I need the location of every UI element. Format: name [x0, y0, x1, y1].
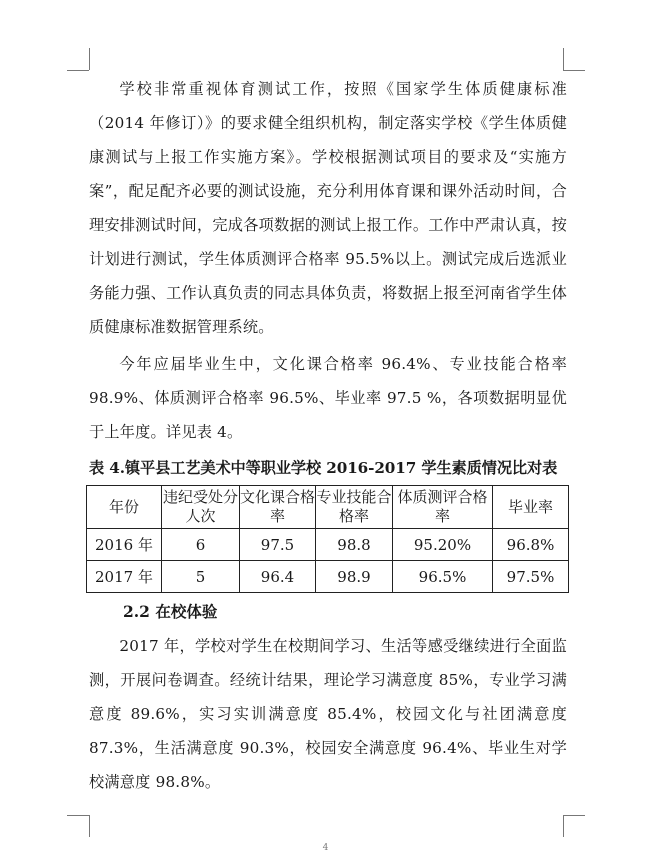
table-cell: 2016 年 — [87, 529, 162, 561]
table-cell: 5 — [162, 561, 240, 593]
table-cell: 6 — [162, 529, 240, 561]
table-row — [87, 561, 569, 593]
header-fitness-pass: 体质测评合格率 — [393, 486, 493, 529]
header-year: 年份 — [87, 486, 162, 529]
paragraph-graduate-stats: 今年应届毕业生中，文化课合格率 96.4%、专业技能合格率 98.9%、体质测评合格率 96.5%、毕业率 97.5 %，各项数据明显优于上年度。详见表 4。 — [89, 355, 567, 441]
table-cell: 96.5% — [393, 561, 493, 593]
student-quality-table — [86, 485, 569, 593]
paragraph-fitness-testing: 学校非常重视体育测试工作，按照《国家学生体质健康标准（2014 年修订）》的要求健全组织机构，制定落实学校《学生体质健康测试与上报工作实施方案》。学校根据测试项目的要求及“实施方案”，配足配齐必要的测试设施，充分利用体育课和课外活动时间，合理安排测试时间，完成各项数据的测试上报工作。工作中严肃认真，按计划进行测试，学生体质测评合格率 95.5%以上。测试完成后选派业务能力强、工作认真负责的同志具体负责，将数据上报至河南省学生体质健康标准数据管理系统。 — [89, 80, 567, 336]
header-graduation-rate: 毕业率 — [493, 486, 569, 529]
table-cell: 97.5% — [493, 561, 569, 593]
header-culture-pass: 文化课合格率 — [240, 486, 316, 529]
table-cell: 96.4 — [240, 561, 316, 593]
paragraph-school-experience: 2017 年，学校对学生在校期间学习、生活等感受继续进行全面监测，开展问卷调查。经统计结果，理论学习满意度 85%，专业学习满意度 89.6%，实习实训满意度 85.4%，校园文化与社团满意度 87.3%，生活满意度 90.3%，校园安全满意度 96.4%、毕业生对学校满意度 98.8%。 — [89, 637, 567, 791]
table-cell: 97.5 — [240, 529, 316, 561]
table-cell: 96.8% — [493, 529, 569, 561]
header-discipline: 违纪受处分人次 — [162, 486, 240, 529]
section-heading: 2.2 在校体验 — [123, 602, 218, 621]
table-cell: 95.20% — [393, 529, 493, 561]
table-caption: 表 4.镇平县工艺美术中等职业学校 2016-2017 学生素质情况比对表 — [89, 459, 558, 477]
table-cell: 98.9 — [316, 561, 393, 593]
table-header-row — [87, 486, 569, 529]
page-number: 4 — [322, 843, 329, 853]
header-skill-pass: 专业技能合格率 — [316, 486, 393, 529]
table-cell: 98.8 — [316, 529, 393, 561]
table-cell: 2017 年 — [87, 561, 162, 593]
table-row — [87, 529, 569, 561]
